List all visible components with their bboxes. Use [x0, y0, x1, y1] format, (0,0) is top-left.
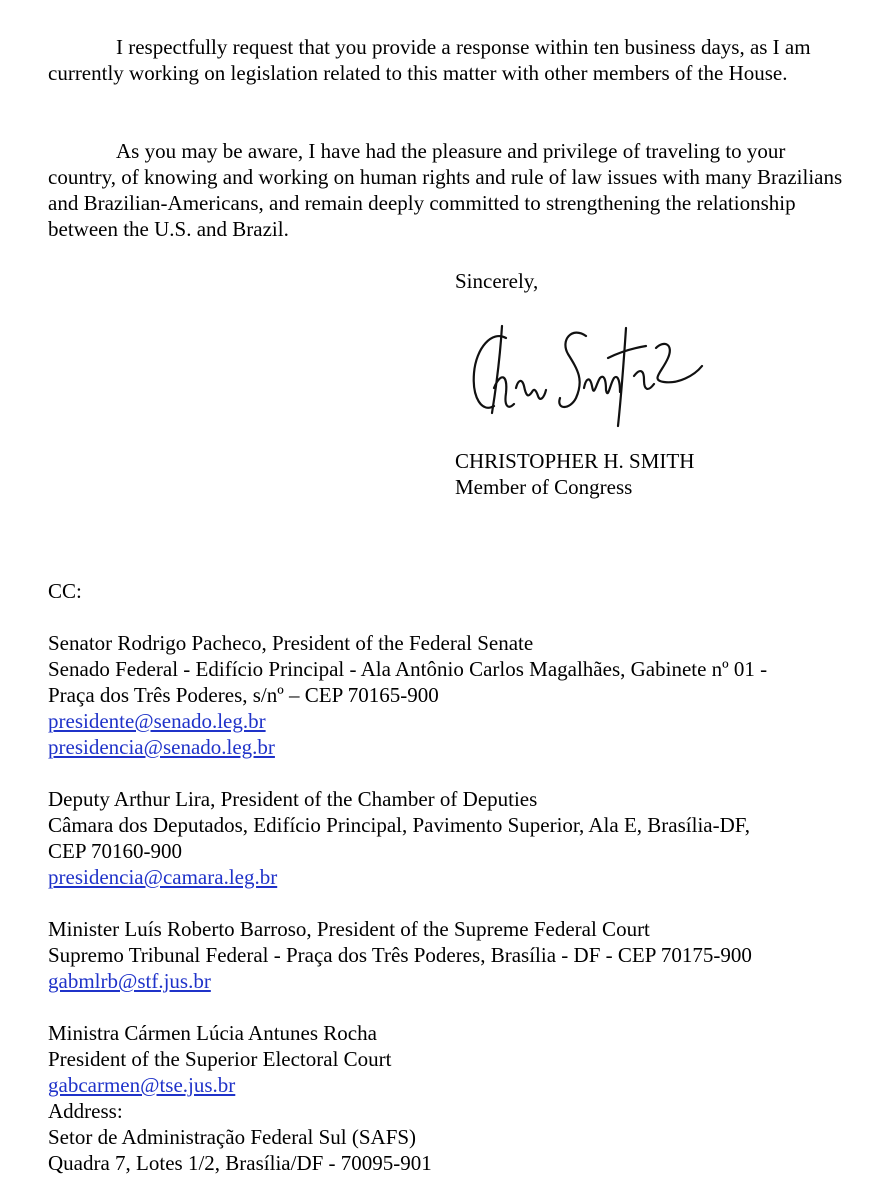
cc-recipient-2-line-1: Deputy Arthur Lira, President of the Chamber of Deputies — [48, 787, 538, 811]
cc-recipient-4-address-line-2: Quadra 7, Lotes 1/2, Brasília/DF - 70095-901 — [48, 1151, 432, 1175]
cc-recipient-1-line-1: Senator Rodrigo Pacheco, President of the Federal Senate — [48, 631, 534, 655]
cc-recipient-4-line-2: President of the Superior Electoral Court — [48, 1047, 392, 1071]
email-link-presidencia-senado[interactable]: presidencia@senado.leg.br — [48, 735, 275, 759]
email-link-gabcarmen-tse[interactable]: gabcarmen@tse.jus.br — [48, 1073, 236, 1097]
cc-recipient-1-line-3: Praça dos Três Poderes, s/nº – CEP 70165-900 — [48, 683, 439, 707]
signer-title: Member of Congress — [455, 475, 633, 499]
cc-recipient-1-line-2: Senado Federal - Edifício Principal - Ala Antônio Carlos Magalhães, Gabinete nº 01 - — [48, 657, 768, 681]
cc-label: CC: — [48, 579, 82, 603]
signature-image — [468, 318, 718, 428]
body-paragraph-2: As you may be aware, I have had the pleasure and privilege of traveling to your country, of knowing and working on human rights and rule of law issues with many Brazilians and Brazilian-Americans, and remain deeply committed to strengthening the relationship between the U.S. and Brazil. — [48, 139, 843, 241]
cc-recipient-3-line-1: Minister Luís Roberto Barroso, President of the Supreme Federal Court — [48, 917, 650, 941]
cc-recipient-4-line-1: Ministra Cármen Lúcia Antunes Rocha — [48, 1021, 377, 1045]
cc-recipient-3-line-2: Supremo Tribunal Federal - Praça dos Três Poderes, Brasília - DF - CEP 70175-900 — [48, 943, 752, 967]
cc-recipient-2-line-3: CEP 70160-900 — [48, 839, 182, 863]
closing-salutation: Sincerely, — [455, 269, 539, 293]
body-paragraph-1: I respectfully request that you provide a response within ten business days, as I am currently working on legislation related to this matter with other members of the House. — [48, 35, 811, 85]
email-link-presidente-senado[interactable]: presidente@senado.leg.br — [48, 709, 266, 733]
email-link-presidencia-camara[interactable]: presidencia@camara.leg.br — [48, 865, 278, 889]
signer-name: CHRISTOPHER H. SMITH — [455, 449, 695, 473]
cc-recipient-4-address-line-1: Setor de Administração Federal Sul (SAFS) — [48, 1125, 417, 1149]
cc-recipient-2-line-2: Câmara dos Deputados, Edifício Principal, Pavimento Superior, Ala E, Brasília-DF, — [48, 813, 751, 837]
cc-recipient-4-address-label: Address: — [48, 1099, 123, 1123]
email-link-gabmlrb-stf[interactable]: gabmlrb@stf.jus.br — [48, 969, 211, 993]
